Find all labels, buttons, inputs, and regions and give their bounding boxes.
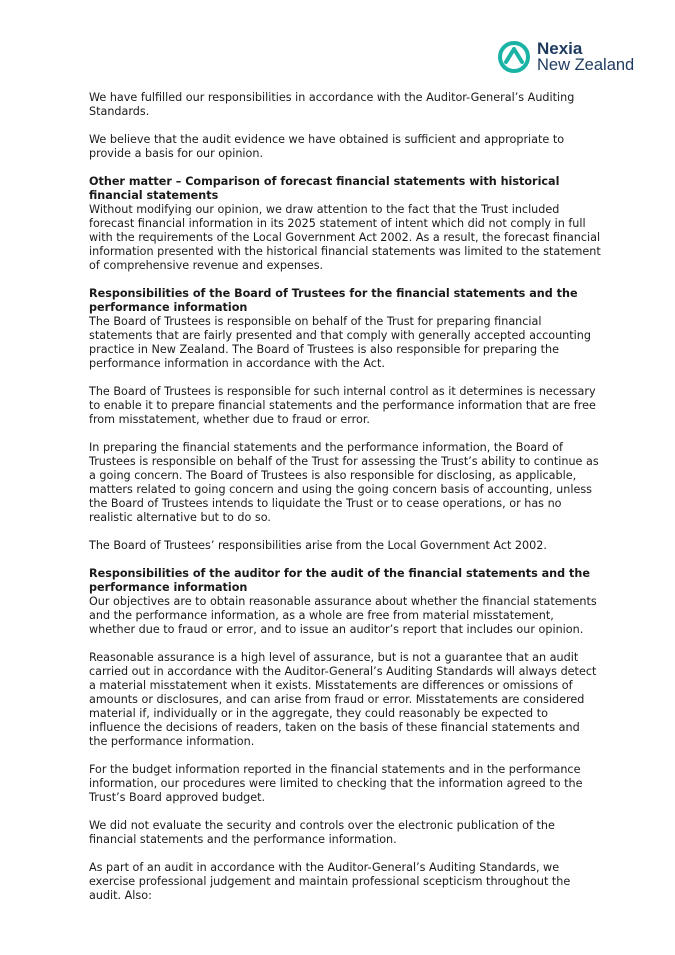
document-body: [89, 91, 601, 917]
paragraph-auditor-5: As part of an audit in accordance with the Auditor-General’s Auditing Standards, we exercise professional judgement and maintain professional scepticism throughout the audit. Also:: [89, 861, 571, 902]
heading-board: Responsibilities of the Board of Trustees for the financial statements and the performance information: [89, 287, 578, 314]
nexia-logo-icon: [497, 40, 531, 74]
logo-text: [537, 40, 634, 74]
paragraph-auditor-4: We did not evaluate the security and controls over the electronic publication of the financial statements and the performance information.: [89, 819, 555, 846]
heading-other-matter: Other matter – Comparison of forecast financial statements with historical financial statements: [89, 175, 560, 202]
paragraph-other-matter: Without modifying our opinion, we draw attention to the fact that the Trust included forecast financial information in its 2025 statement of intent which did not comply in full with the requirements of the Local Government Act 2002. As a result, the forecast financial information presented with the historical financial statements was limited to the statement of comprehensive revenue and expenses.: [89, 203, 601, 272]
paragraph-board-2: The Board of Trustees is responsible for such internal control as it determines is necessary to enable it to prepare financial statements and the performance information that are free from misstatement, whether due to fraud or error.: [89, 385, 596, 426]
paragraph-auditor-2: Reasonable assurance is a high level of assurance, but is not a guarantee that an audit carried out in accordance with the Auditor-General’s Auditing Standards will always detect a material misstatement when it exists. Misstatements are differences or omissions of amounts or disclosures, and can arise from fraud or error. Misstatements are considered material if, individually or in the aggregate, they could reasonably be expected to influence the decisions of readers, taken on the basis of these financial statements and the performance information.: [89, 651, 597, 748]
nexia-logo: [497, 40, 634, 74]
paragraph-board-4: The Board of Trustees’ responsibilities arise from the Local Government Act 2002.: [89, 539, 547, 552]
paragraph-evidence: We believe that the audit evidence we have obtained is sufficient and appropriate to provide a basis for our opinion.: [89, 133, 565, 160]
logo-line2: New Zealand: [537, 56, 635, 74]
paragraph-standards: We have fulfilled our responsibilities in accordance with the Auditor-General’s Auditing Standards.: [89, 91, 575, 118]
heading-auditor: Responsibilities of the auditor for the audit of the financial statements and the performance information: [89, 567, 590, 594]
logo-line1: Nexia: [537, 39, 583, 58]
paragraph-board-1: The Board of Trustees is responsible on behalf of the Trust for preparing financial statements that are fairly presented and that comply with generally accepted accounting practice in New Zealand. The Board of Trustees is also responsible for preparing the performance information in accordance with the Act.: [89, 315, 591, 370]
paragraph-auditor-1: Our objectives are to obtain reasonable assurance about whether the financial statements and the performance information, as a whole are free from material misstatement, whether due to fraud or error, and to issue an auditor’s report that includes our opinion.: [89, 595, 597, 636]
section-other-matter: [89, 175, 601, 273]
section-board: [89, 287, 601, 371]
paragraph-auditor-3: For the budget information reported in the financial statements and in the performance information, our procedures were limited to checking that the information agreed to the Trust’s Board approved budget.: [89, 763, 583, 804]
paragraph-board-3: In preparing the financial statements and the performance information, the Board of Trustees is responsible on behalf of the Trust for assessing the Trust’s ability to continue as a going concern. The Board of Trustees is also responsible for disclosing, as applicable, matters related to going concern and using the going concern basis of accounting, unless the Board of Trustees intends to liquidate the Trust or to cease operations, or has no realistic alternative but to do so.: [89, 441, 599, 524]
section-auditor: [89, 567, 601, 637]
